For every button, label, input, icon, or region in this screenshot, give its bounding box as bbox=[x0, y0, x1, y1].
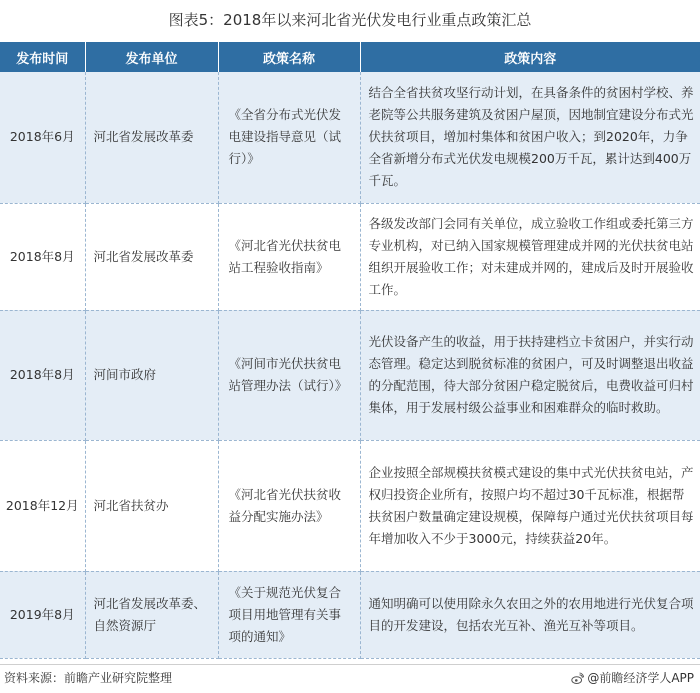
cell-date: 2018年6月 bbox=[0, 72, 85, 203]
figure-title: 图表5：2018年以来河北省光伏发电行业重点政策汇总 bbox=[168, 11, 532, 29]
table-row bbox=[0, 72, 700, 203]
footer bbox=[0, 664, 700, 691]
cell-date: 2018年12月 bbox=[0, 440, 85, 571]
cell-policy-content: 光伏设备产生的收益，用于扶持建档立卡贫困户，并实行动态管理。稳定达到脱贫标准的贫困户，可及时调整退出收益的分配范围，待大部分贫困户稳定脱贫后，电费收益可归村集体，用于发展村级公益事业和困难群众的临时救助。 bbox=[360, 310, 700, 440]
cell-policy-content: 结合全省扶贫攻坚行动计划，在具备条件的贫困村学校、养老院等公共服务建筑及贫困户屋顶，因地制宜建设分布式光伏扶贫项目，增加村集体和贫困户收入；到2020年，力争全省新增分布式光伏发电规模200万千瓦，累计达到400万千瓦。 bbox=[360, 72, 700, 203]
cell-policy-name: 《关于规范光伏复合项目用地管理有关事项的通知》 bbox=[218, 571, 360, 658]
brand-attribution bbox=[571, 665, 694, 691]
table-row bbox=[0, 203, 700, 310]
cell-policy-name: 《全省分布式光伏发电建设指导意见（试行）》 bbox=[218, 72, 360, 203]
header-date: 发布时间 bbox=[0, 42, 85, 72]
cell-unit: 河间市政府 bbox=[85, 310, 218, 440]
policy-table bbox=[0, 42, 700, 659]
policy-table-container bbox=[0, 42, 700, 659]
cell-policy-content: 企业按照全部规模扶贫模式建设的集中式光伏扶贫电站，产权归投资企业所有，按照户均不超过30千瓦标准，根据帮扶贫困户数量确定建设规模，保障每户通过光伏扶贫项目每年增加收入不少于3000元，持续获益20年。 bbox=[360, 440, 700, 571]
table-row bbox=[0, 571, 700, 658]
table-header-row bbox=[0, 42, 700, 72]
cell-date: 2018年8月 bbox=[0, 203, 85, 310]
header-name: 政策名称 bbox=[218, 42, 360, 72]
table-row bbox=[0, 440, 700, 571]
table-row bbox=[0, 310, 700, 440]
cell-policy-name: 《河北省光伏扶贫电站工程验收指南》 bbox=[218, 203, 360, 310]
cell-policy-name: 《河间市光伏扶贫电站管理办法（试行）》 bbox=[218, 310, 360, 440]
cell-unit: 河北省发展改革委、自然资源厅 bbox=[85, 571, 218, 658]
weibo-icon bbox=[571, 672, 584, 685]
cell-unit: 河北省扶贫办 bbox=[85, 440, 218, 571]
cell-policy-content: 通知明确可以使用除永久农田之外的农用地进行光伏复合项目的开发建设，包括农光互补、渔光互补等项目。 bbox=[360, 571, 700, 658]
header-unit: 发布单位 bbox=[85, 42, 218, 72]
cell-date: 2019年8月 bbox=[0, 571, 85, 658]
cell-policy-name: 《河北省光伏扶贫收益分配实施办法》 bbox=[218, 440, 360, 571]
cell-policy-content: 各级发改部门会同有关单位，成立验收工作组或委托第三方专业机构，对已纳入国家规模管理建成并网的光伏扶贫电站组织开展验收工作；对未建成并网的，建成后及时开展验收工作。 bbox=[360, 203, 700, 310]
brand-label: @前瞻经济学人APP bbox=[587, 671, 694, 685]
source-note: 资料来源：前瞻产业研究院整理 bbox=[4, 671, 173, 685]
header-content: 政策内容 bbox=[360, 42, 700, 72]
cell-unit: 河北省发展改革委 bbox=[85, 72, 218, 203]
cell-unit: 河北省发展改革委 bbox=[85, 203, 218, 310]
cell-date: 2018年8月 bbox=[0, 310, 85, 440]
